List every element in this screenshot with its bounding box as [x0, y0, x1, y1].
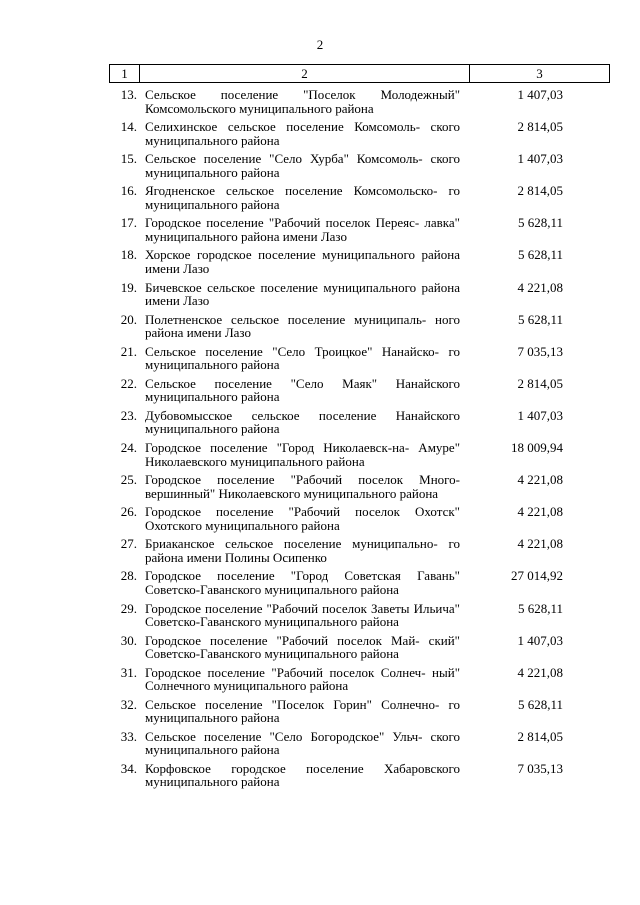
- row-amount: 7 035,13: [517, 343, 563, 359]
- row-amount: 4 221,08: [517, 664, 563, 680]
- row-amount: 1 407,03: [517, 87, 563, 102]
- row-amount: 5 628,11: [517, 215, 563, 231]
- table-row: [109, 698, 610, 725]
- table-row: [109, 730, 610, 757]
- row-number: 22.: [120, 375, 137, 391]
- row-amount: 5 628,11: [517, 247, 563, 263]
- row-settlement-name: Городское поселение "Рабочий поселок Много- вершинный" Николаевского муниципального района: [145, 472, 460, 501]
- row-amount: 2 814,05: [517, 119, 563, 135]
- row-settlement-name: Сельское поселение "Село Троицкое" Нанайско- го муниципального района: [145, 343, 460, 373]
- row-settlement-name: Сельское поселение "Поселок Горин" Солнечно- го муниципального района: [145, 696, 460, 726]
- page-number: 2: [316, 37, 324, 52]
- row-number: 25.: [120, 472, 137, 488]
- table-row: [109, 281, 610, 308]
- row-amount: 2 814,05: [517, 728, 563, 744]
- row-settlement-name: Дубовомысское сельское поселение Нанайского муниципального района: [145, 407, 460, 437]
- row-settlement-name: Городское поселение "Рабочий поселок Переяс- лавка" муниципального района имени Лазо: [145, 215, 460, 244]
- row-amount: 1 407,03: [517, 151, 563, 167]
- row-number: 31.: [120, 664, 137, 680]
- row-settlement-name: Городское поселение "Рабочий поселок Солнеч- ный" Солнечного муниципального района: [145, 664, 460, 694]
- row-settlement-name: Полетненское сельское поселение муниципаль- ного района имени Лазо: [145, 311, 460, 341]
- table-row: [109, 473, 610, 500]
- header-col-2: 2: [140, 65, 470, 82]
- row-number: 15.: [120, 151, 137, 167]
- table-row: [109, 602, 610, 629]
- row-number: 13.: [120, 87, 137, 102]
- row-number: 27.: [120, 536, 137, 552]
- row-settlement-name: Сельское поселение "Поселок Молодежный" Комсомольского муниципального района: [145, 87, 460, 116]
- table-row: [109, 505, 610, 532]
- table-row: [109, 409, 610, 436]
- table-row: [109, 216, 610, 243]
- table-row: [109, 537, 610, 564]
- table-row: [109, 88, 610, 115]
- row-number: 23.: [120, 407, 137, 423]
- row-amount: 1 407,03: [517, 407, 563, 423]
- row-amount: 7 035,13: [517, 760, 563, 776]
- row-settlement-name: Сельское поселение "Село Маяк" Нанайского муниципального района: [145, 375, 460, 405]
- row-settlement-name: Городское поселение "Рабочий поселок Май- ский" Советско-Гаванского муниципального района: [145, 632, 460, 662]
- row-number: 32.: [120, 696, 137, 712]
- row-settlement-name: Бриаканское сельское поселение муниципально- го района имени Полины Осипенко: [145, 536, 460, 565]
- row-number: 18.: [120, 247, 137, 263]
- row-amount: 4 221,08: [517, 536, 563, 552]
- row-settlement-name: Корфовское городское поселение Хабаровского муниципального района: [145, 760, 460, 790]
- row-amount: 27 014,92: [511, 568, 563, 584]
- table-row: [109, 248, 610, 275]
- table-row: [109, 184, 610, 211]
- row-number: 28.: [120, 568, 137, 584]
- row-settlement-name: Хорское городское поселение муниципального района имени Лазо: [145, 247, 460, 276]
- row-amount: 5 628,11: [517, 696, 563, 712]
- table-row: [109, 313, 610, 340]
- row-settlement-name: Городское поселение "Рабочий поселок Охотск" Охотского муниципального района: [145, 504, 460, 533]
- row-settlement-name: Сельское поселение "Село Хурба" Комсомоль- ского муниципального района: [145, 151, 460, 180]
- row-number: 16.: [120, 183, 137, 199]
- table-row: [109, 762, 610, 789]
- row-amount: 2 814,05: [517, 375, 563, 391]
- table-row: [109, 569, 610, 596]
- row-amount: 5 628,11: [517, 311, 563, 327]
- row-amount: 5 628,11: [517, 600, 563, 616]
- row-settlement-name: Городское поселение "Рабочий поселок Заветы Ильича" Советско-Гаванского муниципального района: [145, 600, 460, 629]
- row-number: 29.: [120, 600, 137, 616]
- row-number: 14.: [120, 119, 137, 135]
- row-settlement-name: Сельское поселение "Село Богородское" Ульч- ского муниципального района: [145, 728, 460, 758]
- row-number: 19.: [120, 279, 137, 295]
- header-col-1: 1: [110, 65, 140, 82]
- table-row: [109, 441, 610, 468]
- row-amount: 18 009,94: [511, 440, 563, 456]
- table-body: [109, 88, 610, 794]
- table-row: [109, 634, 610, 661]
- table-header: [109, 64, 610, 83]
- row-settlement-name: Ягодненское сельское поселение Комсомольско- го муниципального района: [145, 183, 460, 212]
- row-amount: 1 407,03: [517, 632, 563, 648]
- row-amount: 4 221,08: [517, 472, 563, 488]
- row-amount: 2 814,05: [517, 183, 563, 199]
- table-row: [109, 666, 610, 693]
- row-settlement-name: Городское поселение "Город Николаевск-на- Амуре" Николаевского муниципального района: [145, 440, 460, 469]
- row-amount: 4 221,08: [517, 504, 563, 520]
- row-settlement-name: Селихинское сельское поселение Комсомоль- ского муниципального района: [145, 119, 460, 148]
- row-number: 30.: [120, 632, 137, 648]
- table-row: [109, 377, 610, 404]
- row-settlement-name: Городское поселение "Город Советская Гавань" Советско-Гаванского муниципального района: [145, 568, 460, 597]
- row-number: 34.: [120, 760, 137, 776]
- row-number: 33.: [120, 728, 137, 744]
- row-number: 20.: [120, 311, 137, 327]
- table-row: [109, 152, 610, 179]
- row-number: 17.: [120, 215, 137, 231]
- row-number: 26.: [120, 504, 137, 520]
- row-amount: 4 221,08: [517, 279, 563, 295]
- header-col-3: 3: [536, 65, 543, 81]
- row-settlement-name: Бичевское сельское поселение муниципального района имени Лазо: [145, 279, 460, 309]
- row-number: 24.: [120, 440, 137, 456]
- table-row: [109, 120, 610, 147]
- row-number: 21.: [120, 343, 137, 359]
- table-row: [109, 345, 610, 372]
